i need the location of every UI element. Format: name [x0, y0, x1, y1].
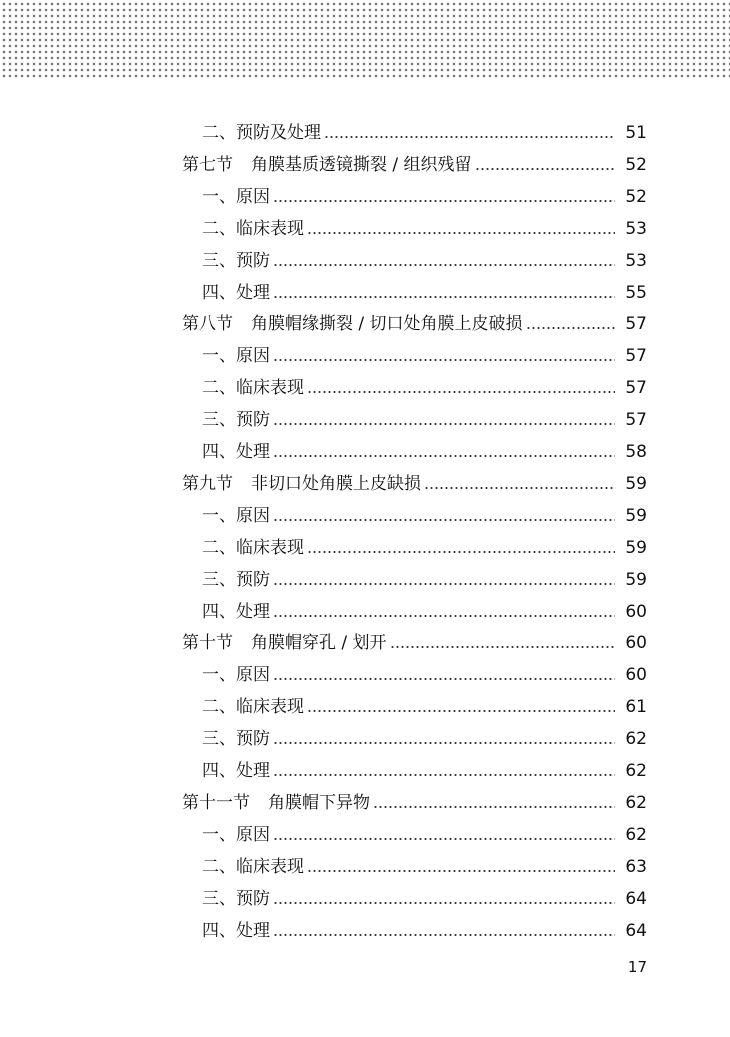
dot-leader — [273, 774, 615, 776]
toc-page-number: 57 — [625, 314, 647, 335]
toc-page-number: 59 — [625, 505, 647, 526]
dot-leader — [273, 423, 615, 425]
dot-leader — [273, 519, 615, 521]
toc-page-number: 63 — [625, 856, 647, 877]
dot-leader — [273, 200, 615, 202]
toc-page-number: 59 — [625, 537, 647, 558]
toc-subsection-label: 二、临床表现 — [202, 218, 304, 239]
toc-subsection-label: 四、处理 — [202, 282, 270, 303]
toc-subsection-label: 一、原因 — [202, 186, 270, 207]
toc-page-number: 57 — [625, 378, 647, 399]
toc-subsection-label: 三、预防 — [202, 569, 270, 590]
dot-leader — [273, 742, 615, 744]
toc-section-label — [182, 308, 523, 340]
toc-page-number: 62 — [625, 824, 647, 845]
toc-subsection-label: 二、临床表现 — [202, 856, 304, 877]
toc-subsection-entry[interactable] — [0, 436, 730, 468]
toc-subsection-label: 二、临床表现 — [202, 378, 304, 399]
toc-page-number: 53 — [625, 250, 647, 271]
toc-subsection-entry[interactable] — [0, 500, 730, 532]
toc-page-number: 61 — [625, 697, 647, 718]
dot-leader — [424, 487, 615, 489]
dot-leader — [307, 870, 615, 872]
dot-leader — [390, 646, 615, 648]
toc-page-number: 62 — [625, 792, 647, 813]
toc-subsection-label: 二、临床表现 — [202, 537, 304, 558]
toc-page-number: 59 — [625, 569, 647, 590]
toc-subsection-entry[interactable] — [0, 723, 730, 755]
toc-section-title: 非切口处角膜上皮缺损 — [251, 473, 421, 494]
toc-subsection-entry[interactable] — [0, 659, 730, 691]
toc-section-label — [182, 627, 387, 659]
toc-page-number: 60 — [625, 601, 647, 622]
toc-page-number: 64 — [625, 920, 647, 941]
toc-section-title: 角膜帽缘撕裂 / 切口处角膜上皮破损 — [251, 314, 523, 335]
toc-subsection-entry[interactable] — [0, 181, 730, 213]
toc-section-label — [182, 468, 421, 500]
dot-leader — [273, 264, 615, 266]
toc-subsection-entry[interactable] — [0, 532, 730, 564]
dot-leader — [324, 136, 615, 138]
toc-page-number: 64 — [625, 888, 647, 909]
dot-leader — [307, 710, 615, 712]
toc-section-title: 角膜基质透镜撕裂 / 组织残留 — [251, 154, 472, 175]
toc-page-number: 57 — [625, 410, 647, 431]
page-number: 17 — [627, 958, 647, 976]
dot-leader — [273, 455, 615, 457]
toc-subsection-entry[interactable] — [0, 245, 730, 277]
toc-page-number: 52 — [625, 154, 647, 175]
dot-leader — [273, 583, 615, 585]
toc-section-entry[interactable] — [0, 468, 730, 500]
toc-section-number: 第七节 — [182, 154, 233, 175]
toc-section-entry[interactable] — [0, 787, 730, 819]
toc-page-number: 60 — [625, 665, 647, 686]
toc-page-number: 62 — [625, 729, 647, 750]
dot-leader — [273, 359, 615, 361]
toc-section-number: 第九节 — [182, 473, 233, 494]
toc-subsection-entry[interactable] — [0, 883, 730, 915]
toc-subsection-label: 二、预防及处理 — [202, 123, 321, 143]
dot-leader — [307, 232, 615, 234]
toc-subsection-entry[interactable] — [0, 851, 730, 883]
dot-leader — [526, 327, 615, 329]
toc-subsection-label: 四、处理 — [202, 442, 270, 462]
toc-section-number: 第十一节 — [182, 792, 250, 813]
dot-leader — [307, 391, 615, 393]
toc-subsection-entry[interactable] — [0, 755, 730, 787]
toc-subsection-label: 四、处理 — [202, 601, 270, 622]
toc-subsection-label: 四、处理 — [202, 761, 270, 781]
toc-section-title: 角膜帽穿孔 / 划开 — [251, 633, 387, 654]
toc-subsection-entry[interactable] — [0, 596, 730, 628]
dot-leader — [373, 806, 615, 808]
toc-section-entry[interactable] — [0, 308, 730, 340]
toc-section-label — [182, 787, 370, 819]
toc-subsection-entry[interactable] — [0, 915, 730, 947]
toc-page-number: 58 — [625, 442, 647, 462]
toc-section-entry[interactable] — [0, 149, 730, 181]
toc-page-number: 52 — [625, 186, 647, 207]
toc-page-number: 55 — [625, 282, 647, 303]
toc-section-number: 第十节 — [182, 633, 233, 654]
toc-subsection-entry[interactable] — [0, 819, 730, 851]
toc-subsection-label: 一、原因 — [202, 505, 270, 526]
dot-leader — [273, 678, 615, 680]
toc-subsection-label: 二、临床表现 — [202, 697, 304, 718]
toc-page-number: 60 — [625, 633, 647, 654]
toc-subsection-entry[interactable] — [0, 213, 730, 245]
toc-subsection-label: 四、处理 — [202, 920, 270, 941]
toc-subsection-label: 一、原因 — [202, 824, 270, 845]
toc-page-number: 53 — [625, 218, 647, 239]
toc-subsection-label: 一、原因 — [202, 665, 270, 686]
toc-subsection-entry[interactable] — [0, 372, 730, 404]
dot-leader — [273, 902, 615, 904]
toc-subsection-label: 三、预防 — [202, 729, 270, 750]
toc-subsection-label: 一、原因 — [202, 346, 270, 367]
toc-page-number: 57 — [625, 346, 647, 367]
toc-subsection-label: 三、预防 — [202, 888, 270, 909]
toc-section-label — [182, 149, 472, 181]
dot-leader — [475, 168, 615, 170]
toc-subsection-entry[interactable] — [0, 117, 730, 149]
dot-leader — [273, 296, 615, 298]
toc-subsection-label: 三、预防 — [202, 410, 270, 431]
toc-section-entry[interactable] — [0, 627, 730, 659]
toc-section-number: 第八节 — [182, 314, 233, 335]
dot-leader — [307, 551, 615, 553]
toc-subsection-label: 三、预防 — [202, 250, 270, 271]
dot-leader — [273, 615, 615, 617]
dotted-header-band — [0, 0, 730, 80]
toc-subsection-entry[interactable] — [0, 404, 730, 436]
toc-subsection-entry[interactable] — [0, 340, 730, 372]
toc-section-title: 角膜帽下异物 — [268, 792, 370, 813]
toc-page-number: 59 — [625, 473, 647, 494]
toc-page-number: 62 — [625, 761, 647, 781]
toc-subsection-entry[interactable] — [0, 691, 730, 723]
dot-leader — [273, 838, 615, 840]
dot-leader — [273, 934, 615, 936]
toc-subsection-entry[interactable] — [0, 277, 730, 309]
toc-subsection-entry[interactable] — [0, 564, 730, 596]
toc-page-number: 51 — [625, 123, 647, 143]
